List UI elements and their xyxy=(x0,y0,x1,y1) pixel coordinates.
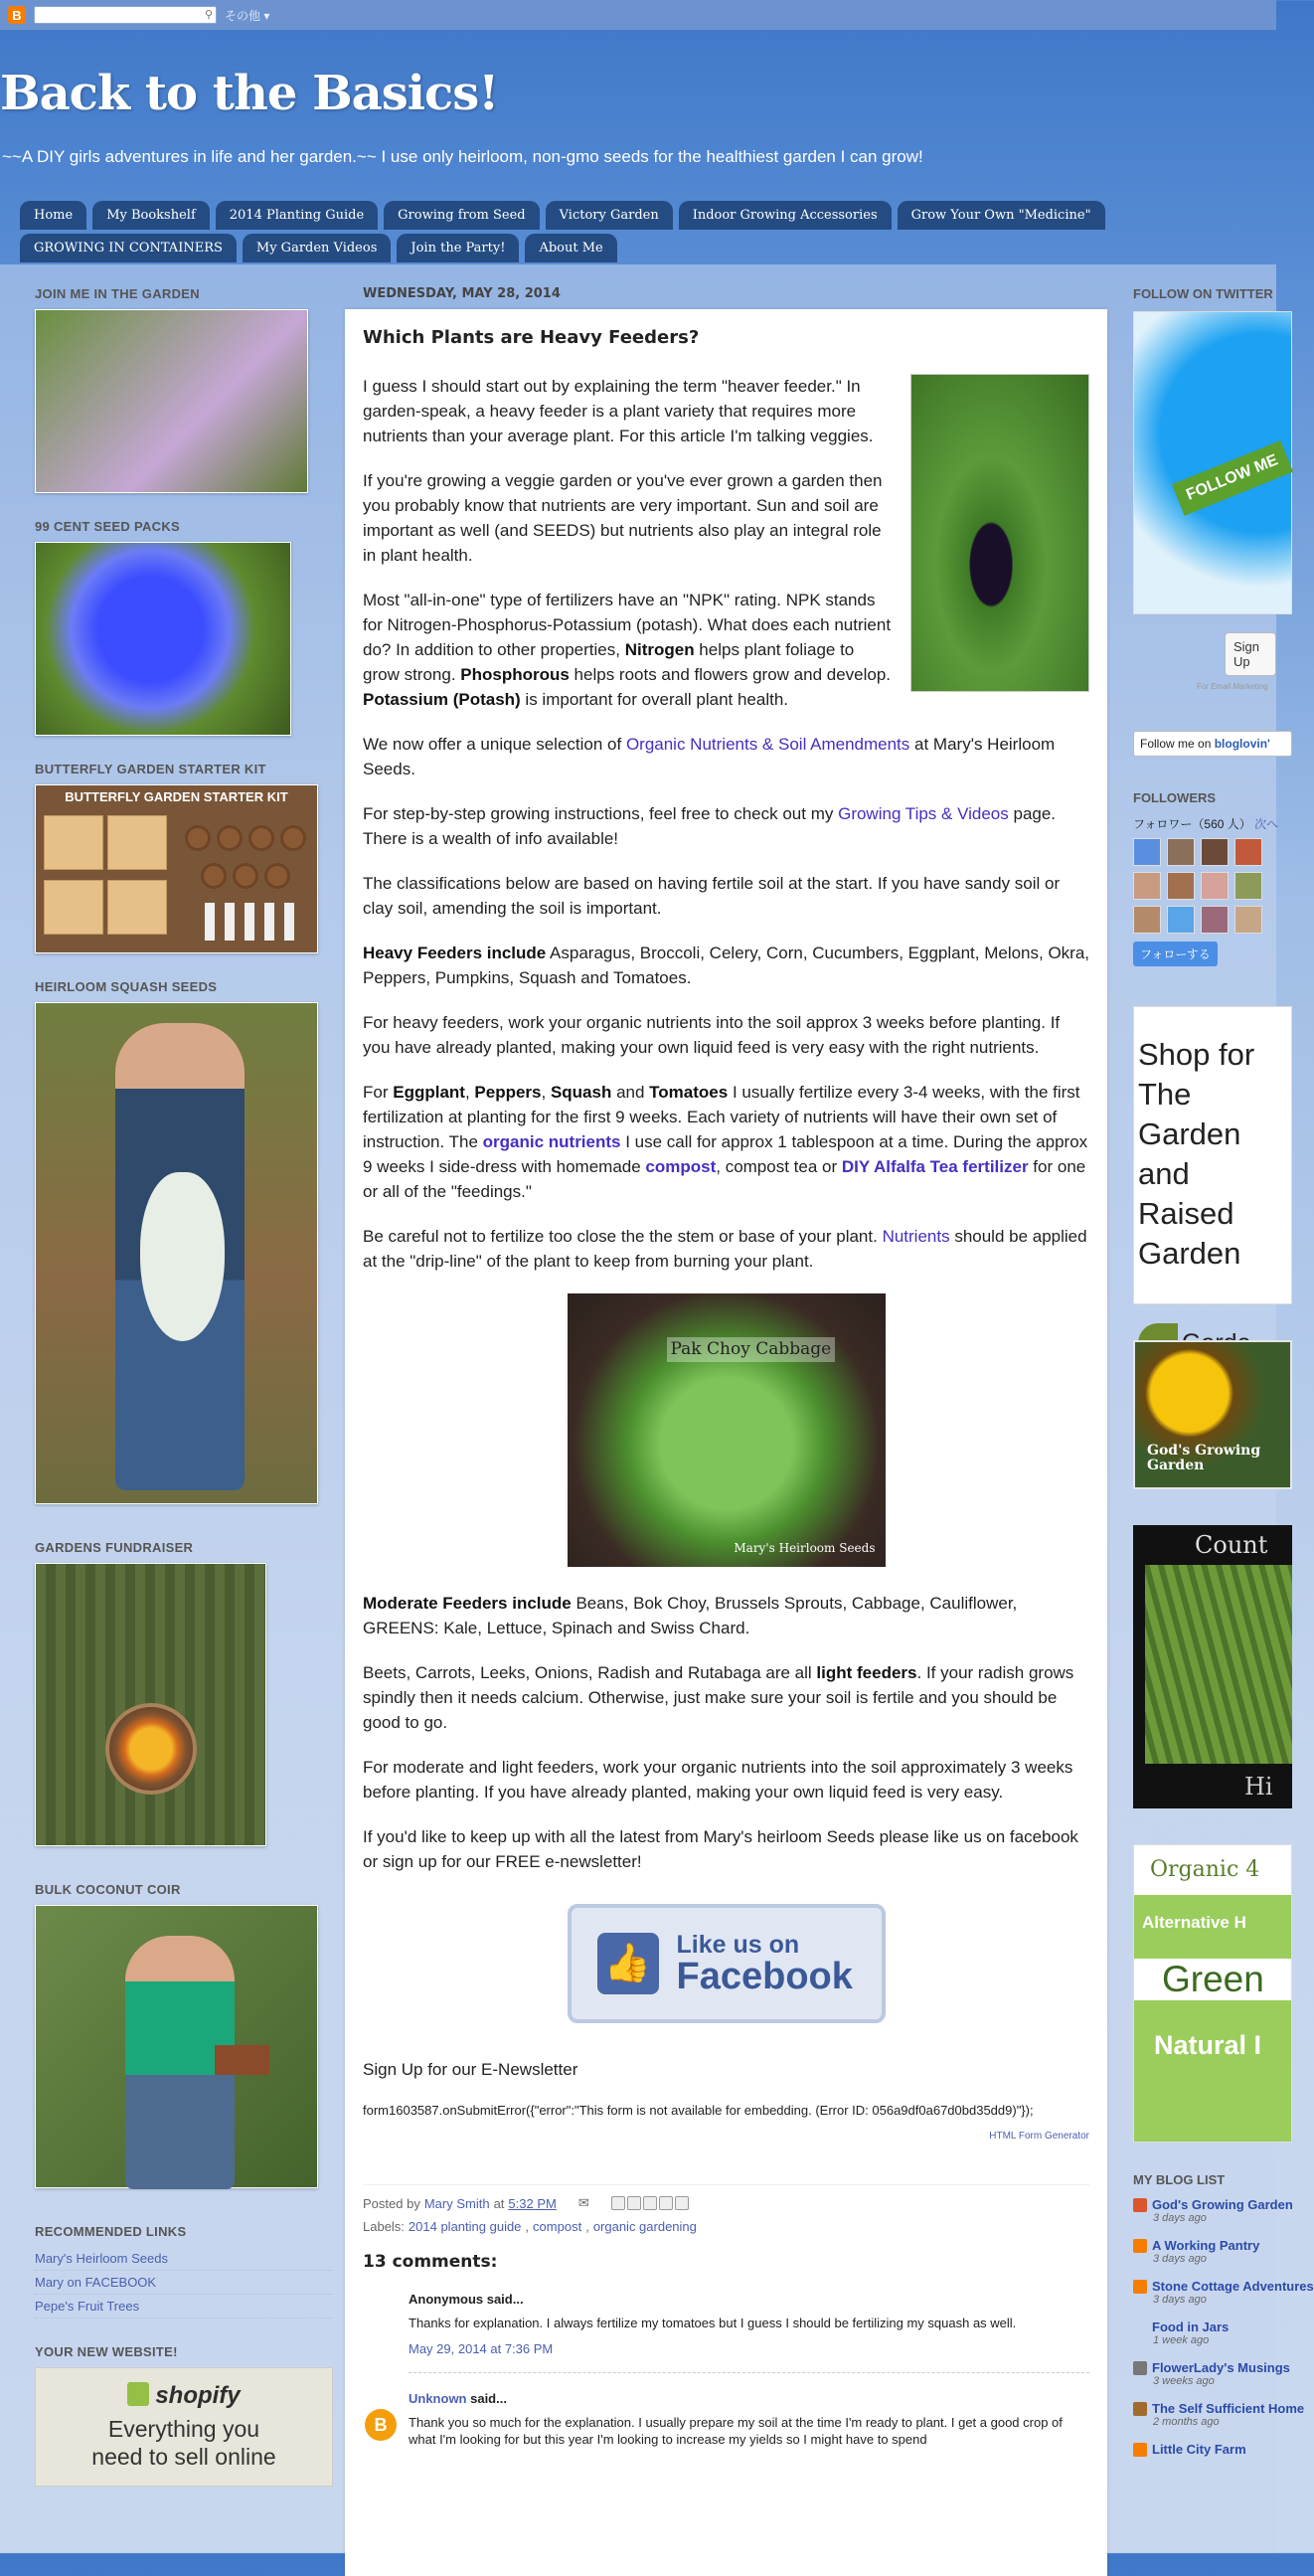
garden-shop-ad[interactable] xyxy=(1133,1006,1292,1304)
bold-peppers: Peppers xyxy=(474,1083,542,1102)
organic-ad[interactable] xyxy=(1133,1844,1292,2143)
widget-recommended-links xyxy=(35,2224,333,2318)
beans-ad[interactable] xyxy=(1133,1525,1292,1808)
peat-disc xyxy=(264,863,290,889)
labels-prefix: Labels: xyxy=(363,2219,405,2234)
follower-avatar[interactable] xyxy=(1167,906,1195,934)
widget-squash-seeds xyxy=(35,979,333,1504)
blog-name[interactable] xyxy=(1133,2279,1314,2294)
plant-marker xyxy=(225,903,235,941)
blog-list-item[interactable] xyxy=(1133,2197,1293,2224)
text-span: helps plant foliage to grow strong. xyxy=(363,640,855,684)
paragraph: I guess I should start out by explaining the term "heaver feeder." In garden-speak, a heavy feeder is a plant variety that requires more nutrients than your average plant. For this article I'm talking veggies. xyxy=(363,377,874,445)
blog-favicon-icon xyxy=(1133,2198,1147,2212)
widget-fundraiser xyxy=(35,1540,333,1846)
bold-heavy-feeders: Heavy Feeders include xyxy=(363,944,547,962)
thumbs-up-icon: 👍 xyxy=(597,1933,659,1994)
blogger-logo-icon[interactable]: B xyxy=(8,6,26,24)
eggplant-photo[interactable] xyxy=(910,374,1089,692)
bold-squash: Squash xyxy=(550,1083,612,1102)
link-compost[interactable]: compost xyxy=(645,1157,717,1176)
blog-date: 3 days ago xyxy=(1153,2253,1207,2265)
label-link[interactable]: 2014 planting guide xyxy=(408,2219,522,2234)
blog-list-item[interactable] xyxy=(1133,2401,1305,2428)
navbar-more-menu[interactable]: その他 ▾ xyxy=(225,8,270,23)
text-span: page. There is a wealth of info available! xyxy=(363,804,1057,848)
paragraph xyxy=(363,1224,1089,1274)
followers-count-text: フォロワー（560 人） xyxy=(1133,817,1251,831)
bold-nitrogen: Nitrogen xyxy=(624,640,695,659)
blog-favicon-icon xyxy=(1133,2361,1147,2375)
follower-avatar[interactable] xyxy=(1234,906,1262,934)
ad-alt-text: Alternative H xyxy=(1142,1913,1246,1932)
shopify-logo-text: shopify xyxy=(155,2382,241,2409)
comment xyxy=(409,2292,1089,2373)
tab-growing-from-seed[interactable]: Growing from Seed xyxy=(384,201,539,230)
right-sidebar xyxy=(1133,286,1314,2553)
text-span: , xyxy=(541,1083,551,1102)
post-byline xyxy=(363,2195,1089,2211)
text-span: For step-by-step growing instructions, feel free to check out my xyxy=(363,804,839,823)
text-span: Asparagus, Broccoli, Celery, Corn, Cucumbers, Eggplant, Melons, Okra, Peppers, Pumpkins, Squash and Tomatoes. xyxy=(363,944,1090,987)
form-generator-link[interactable]: HTML Form Generator xyxy=(989,2131,1089,2142)
ad-natural-text: Natural I xyxy=(1154,2030,1262,2060)
peat-disc xyxy=(280,825,306,851)
ad-headline: Shop for The Garden and Raised Garden xyxy=(1138,1037,1255,1271)
comment xyxy=(374,2391,1089,2464)
navbar-search-input[interactable] xyxy=(34,6,217,24)
blank-favicon-icon xyxy=(1133,2320,1147,2334)
paragraph xyxy=(363,1080,1089,1204)
paragraph: For moderate and light feeders, work your organic nutrients into the soil approximately 3 weeks before planting. If you have already planted, making your own liquid feed is very easy. xyxy=(363,1758,1073,1802)
peat-disc xyxy=(201,863,227,889)
form-error-text: form1603587.onSubmitError({"error":"This form is not available for embedding. (Error ID: 056a9df0a67d0bd35dd9)"}); xyxy=(363,2103,1034,2118)
post-body xyxy=(363,374,1089,2148)
paragraph xyxy=(363,1660,1089,1735)
coir-photo[interactable] xyxy=(35,1905,318,2188)
paragraph xyxy=(363,732,1089,781)
blog-list-item[interactable] xyxy=(1133,2360,1290,2387)
fb-line-1: Like us on xyxy=(676,1930,800,1959)
link-mary-facebook[interactable]: Mary on FACEBOOK xyxy=(35,2271,333,2295)
link-marys-heirloom-seeds[interactable]: Mary's Heirloom Seeds xyxy=(35,2247,333,2271)
share-buttons xyxy=(611,2196,689,2210)
link-nutrients[interactable]: Nutrients xyxy=(882,1227,950,1246)
widget-coconut-coir xyxy=(35,1882,333,2188)
blog-name-text: Little City Farm xyxy=(1152,2442,1246,2457)
peat-disc xyxy=(185,825,211,851)
cornflower-photo[interactable] xyxy=(35,542,291,736)
author-link[interactable]: Mary Smith xyxy=(423,2195,490,2211)
blogger-favicon-icon xyxy=(1133,2239,1147,2253)
plant-marker xyxy=(264,903,274,941)
blogger-favicon-icon xyxy=(1133,2280,1147,2294)
peat-disc xyxy=(217,825,243,851)
email-signup-button[interactable]: Sign Up xyxy=(1225,632,1276,676)
email-post-icon[interactable]: ✉ xyxy=(577,2195,589,2210)
follower-avatar[interactable] xyxy=(1201,872,1229,900)
tab-medicine[interactable]: Grow Your Own "Medicine" xyxy=(898,201,1105,230)
follower-avatar[interactable] xyxy=(1201,838,1229,866)
post-title[interactable]: Which Plants are Heavy Feeders? xyxy=(363,327,700,348)
text-span: We now offer a unique selection of xyxy=(363,735,626,754)
shopify-bag-icon xyxy=(127,2382,149,2406)
follow-button[interactable]: フォローする xyxy=(1133,942,1218,966)
blog-date: 1 week ago xyxy=(1153,2334,1210,2346)
widget-title: FOLLOWERS xyxy=(1133,790,1217,805)
label-link[interactable]: compost xyxy=(533,2219,582,2234)
blog-name[interactable] xyxy=(1133,2238,1276,2253)
tab-containers[interactable]: GROWING IN CONTAINERS xyxy=(20,234,237,262)
paragraph: If you'd like to keep up with all the latest from Mary's heirloom Seeds please like us on facebook or sign up for our FREE e-newsletter! xyxy=(363,1827,1078,1871)
blog-name[interactable] xyxy=(1133,2401,1305,2416)
tab-indoor-growing[interactable]: Indoor Growing Accessories xyxy=(679,201,892,230)
comment-text: Thank you so much for the explanation. I usually prepare my soil at the time I'm ready to plant. I get a good crop of what I'm looking for but this year I'm looking to increase my yields so I might have to spend xyxy=(409,2415,1063,2447)
blog-list-item[interactable] xyxy=(1133,2442,1276,2457)
pak-choy-photo[interactable] xyxy=(568,1293,886,1567)
text-span: for one or all of the "feedings." xyxy=(363,1157,1086,1201)
paragraph: If you're growing a veggie garden or you've ever grown a garden then you probably know that nutrients are very important. Sun and soil are important as well (and SEEDS) but nutrients also play an integral role in plant health. xyxy=(363,471,883,565)
coir-brick xyxy=(215,2045,269,2075)
widget-seed-packs xyxy=(35,519,333,736)
byline-at: at xyxy=(493,2195,505,2211)
tab-home[interactable]: Home xyxy=(20,201,86,230)
shopify-logo xyxy=(36,2382,332,2410)
link-growing-tips[interactable]: Growing Tips & Videos xyxy=(838,804,1009,823)
gods-growing-garden-ad[interactable] xyxy=(1133,1340,1292,1489)
follower-avatar[interactable] xyxy=(1133,906,1161,934)
text-span: Most "all-in-one" type of fertilizers have an "NPK" rating. NPK stands for Nitrogen-Phosphorus-Potassium (potash). What does each nutrient do? In addition to other properties, xyxy=(363,591,892,659)
ad-caption: God's Growing Garden xyxy=(1147,1443,1261,1473)
follower-avatar[interactable] xyxy=(1234,872,1262,900)
comment-date[interactable]: May 29, 2014 at 7:36 PM xyxy=(409,2341,554,2356)
beans-photo xyxy=(1145,1565,1292,1764)
blog-name[interactable] xyxy=(1133,2319,1276,2334)
bold-eggplant: Eggplant xyxy=(393,1083,465,1102)
shopify-tagline-1: Everything you xyxy=(107,2416,260,2442)
blog-date: 3 days ago xyxy=(1153,2294,1207,2306)
blog-name-text: FlowerLady's Musings xyxy=(1152,2360,1290,2375)
paragraph xyxy=(363,941,1089,990)
shopify-ad[interactable] xyxy=(35,2367,333,2487)
tab-planting-guide[interactable]: 2014 Planting Guide xyxy=(216,201,378,230)
text-span: , compost tea or xyxy=(716,1157,842,1176)
main-column xyxy=(345,286,1107,2576)
necklace-photo[interactable] xyxy=(35,1563,266,1846)
butterfly-kit-photo[interactable] xyxy=(35,784,318,953)
widget-title: FOLLOW ON TWITTER xyxy=(1133,286,1273,301)
follower-avatar[interactable] xyxy=(1201,906,1229,934)
photo-caption: Pak Choy Cabbage xyxy=(667,1337,836,1362)
text-span: Beans, Bok Choy, Brussels Sprouts, Cabbage, Cauliflower, GREENS: Kale, Lettuce, Spinach and Swiss Chard. xyxy=(363,1594,1018,1637)
twitter-follow-badge[interactable] xyxy=(1133,311,1292,614)
text-span: helps roots and flowers grow and develop. xyxy=(569,665,892,684)
email-marketing-note: For Email Marketing xyxy=(1197,682,1268,691)
bloglovin-follow-button[interactable] xyxy=(1133,731,1292,757)
text-span: I use call for approx 1 tablespoon at a time. During the approx 9 weeks I side-dress with homemade xyxy=(363,1132,1088,1176)
blogger-navbar xyxy=(0,0,1276,30)
text-span: and xyxy=(611,1083,650,1102)
blog-post xyxy=(345,309,1107,2576)
share-pinterest-icon[interactable] xyxy=(675,2196,689,2210)
text-span: is important for overall plant health. xyxy=(520,690,789,709)
newsletter-signup-heading: Sign Up for our E-Newsletter xyxy=(363,2060,578,2079)
seed-packet xyxy=(44,815,103,870)
blog-list-item[interactable] xyxy=(1133,2279,1314,2306)
widget-new-website xyxy=(35,2344,333,2487)
blog-name[interactable] xyxy=(1133,2360,1290,2375)
link-organic-nutrients-2[interactable]: organic nutrients xyxy=(482,1132,621,1151)
blog-description: ~~A DIY girls adventures in life and her garden.~~ I use only heirloom, non-gmo seeds for the healthiest garden I can grow! xyxy=(2,147,923,166)
widget-title: YOUR NEW WEBSITE! xyxy=(35,2344,178,2359)
blog-name[interactable] xyxy=(1133,2197,1293,2212)
bold-phosphorous: Phosphorous xyxy=(460,665,570,684)
ad-top-text: Count xyxy=(1195,1531,1268,1559)
kit-caption: BUTTERFLY GARDEN STARTER KIT xyxy=(65,789,288,804)
comment-said: said... xyxy=(466,2391,507,2406)
text-span: Be careful not to fertilize too close the the stem or base of your plant. xyxy=(363,1227,883,1246)
bloglovin-label: Follow me on xyxy=(1140,737,1215,751)
post-time-link[interactable]: 5:32 PM xyxy=(508,2195,557,2211)
blog-name-text: Stone Cottage Adventures xyxy=(1152,2279,1314,2294)
peat-disc xyxy=(248,825,274,851)
follower-avatar[interactable] xyxy=(1167,838,1195,866)
followers-count xyxy=(1133,815,1279,832)
paragraph: For heavy feeders, work your organic nutrients into the soil approx 3 weeks before planting. If you have already planted, making your own liquid feed is very easy with the right nutrients. xyxy=(363,1013,1061,1057)
blog-title[interactable]: Back to the Basics! xyxy=(0,66,499,121)
widget-title: BUTTERFLY GARDEN STARTER KIT xyxy=(35,762,266,776)
link-alfalfa-tea[interactable]: DIY Alfalfa Tea fertilizer xyxy=(841,1157,1029,1176)
bold-tomatoes: Tomatoes xyxy=(649,1083,729,1102)
followers-next-link[interactable]: 次へ xyxy=(1254,817,1279,831)
blog-name-text: Food in Jars xyxy=(1152,2319,1230,2334)
search-icon[interactable]: ⚲ xyxy=(204,9,213,21)
text-span: . If your radish grows spindly then it needs calcium. Otherwise, just make sure your soil is fertile and you should be good to go. xyxy=(363,1663,1074,1732)
follower-avatar[interactable] xyxy=(1234,838,1262,866)
blog-date: 3 days ago xyxy=(1153,2212,1207,2224)
text-span: Beets, Carrots, Leeks, Onions, Radish and Rutabaga are all xyxy=(363,1663,817,1682)
blog-date: 3 weeks ago xyxy=(1153,2375,1215,2387)
blog-list-item[interactable] xyxy=(1133,2319,1276,2346)
widget-title: BULK COCONUT COIR xyxy=(35,1882,181,1897)
page-tabs xyxy=(20,201,1276,262)
paragraph: The classifications below are based on having fertile soil at the start. If you have sandy soil or clay soil, amending the soil is important. xyxy=(363,874,1061,918)
tab-join-party[interactable]: Join the Party! xyxy=(397,234,519,262)
ad-bottom-text: Hi xyxy=(1244,1773,1273,1801)
share-twitter-icon[interactable] xyxy=(643,2196,657,2210)
share-email-icon[interactable] xyxy=(611,2196,625,2210)
comment-author-link[interactable]: Unknown xyxy=(409,2391,467,2406)
bold-light-feeders: light feeders xyxy=(816,1663,917,1682)
facebook-label xyxy=(676,1930,853,1997)
link-pepes-fruit-trees[interactable]: Pepe's Fruit Trees xyxy=(35,2295,333,2318)
comments-header: 13 comments: xyxy=(363,2252,498,2272)
blogger-avatar-icon[interactable]: B xyxy=(365,2409,397,2441)
shopify-tagline xyxy=(36,2416,332,2471)
garden-photo[interactable] xyxy=(35,309,308,493)
bloglovin-brand: bloglovin' xyxy=(1214,737,1270,751)
post-footer xyxy=(363,2184,1089,2234)
text-span: I usually fertilize every 3-4 weeks, with the first fertilization at planting for the first 9 weeks. Each variety of nutrients will have their own set of instruction. The xyxy=(363,1083,1080,1151)
left-sidebar xyxy=(35,286,333,2512)
paragraph xyxy=(363,801,1089,851)
tab-about-me[interactable]: About Me xyxy=(525,234,616,262)
widget-title: GARDENS FUNDRAISER xyxy=(35,1540,194,1555)
follower-avatar[interactable] xyxy=(1133,838,1161,866)
bold-moderate-feeders: Moderate Feeders include xyxy=(363,1594,572,1613)
shopify-tagline-2: need to sell online xyxy=(91,2443,276,2470)
widget-butterfly-kit xyxy=(35,762,333,953)
widget-title: JOIN ME IN THE GARDEN xyxy=(35,286,200,301)
widget-join-garden xyxy=(35,286,333,493)
peat-disc xyxy=(233,863,258,889)
ad-top-text: Organic 4 xyxy=(1134,1845,1291,1895)
paragraph xyxy=(363,1591,1089,1640)
squash-figure xyxy=(140,1172,225,1341)
fb-line-2: Facebook xyxy=(676,1955,853,1997)
seed-packet xyxy=(107,815,167,870)
blog-name-text: God's Growing Garden xyxy=(1152,2197,1293,2212)
ad-green-text: Green xyxy=(1134,1959,1291,2000)
twitter-sign: FOLLOW ME xyxy=(1172,440,1293,516)
blog-favicon-icon xyxy=(1133,2402,1147,2416)
plant-marker xyxy=(284,903,294,941)
comment-author: Anonymous said... xyxy=(409,2292,524,2307)
facebook-like-button[interactable] xyxy=(568,1904,886,2023)
photo-watermark: Mary's Heirloom Seeds xyxy=(734,1541,876,1555)
blog-name-text: The Self Sufficient Home xyxy=(1152,2401,1305,2416)
share-blog-icon[interactable] xyxy=(627,2196,641,2210)
tab-garden-videos[interactable]: My Garden Videos xyxy=(243,234,392,262)
post-labels: Labels: 2014 planting guide , compost , organic gardening xyxy=(363,2219,697,2234)
blog-list-item[interactable] xyxy=(1133,2238,1276,2265)
text-span: should be applied at the "drip-line" of the plant to keep from burning your plant. xyxy=(363,1227,1087,1271)
followers-grid xyxy=(1133,838,1276,934)
seed-packet xyxy=(44,880,103,935)
widget-title: MY BLOG LIST xyxy=(1133,2172,1226,2187)
text-span: , xyxy=(464,1083,475,1102)
follower-avatar[interactable] xyxy=(1133,872,1161,900)
comment-text: Thanks for explanation. I always fertilize my tomatoes but I guess I should be fertilizing my squash as well. xyxy=(409,2316,1017,2330)
plant-marker xyxy=(205,903,215,941)
follower-avatar[interactable] xyxy=(1167,872,1195,900)
blog-date: 2 months ago xyxy=(1153,2416,1220,2428)
blog-name-text: A Working Pantry xyxy=(1152,2238,1260,2253)
label-link[interactable]: organic gardening xyxy=(592,2219,697,2234)
link-organic-nutrients[interactable]: Organic Nutrients & Soil Amendments xyxy=(625,735,910,754)
blog-name[interactable] xyxy=(1133,2442,1276,2457)
seed-packet xyxy=(107,880,167,935)
widget-title: RECOMMENDED LINKS xyxy=(35,2224,187,2239)
bold-potassium: Potassium (Potash) xyxy=(363,690,521,709)
widget-title: 99 CENT SEED PACKS xyxy=(35,519,181,534)
post-date: WEDNESDAY, MAY 28, 2014 xyxy=(363,286,561,301)
share-facebook-icon[interactable] xyxy=(659,2196,673,2210)
widget-title: HEIRLOOM SQUASH SEEDS xyxy=(35,979,218,994)
byline-label: Posted by xyxy=(363,2195,420,2211)
text-span: at Mary's Heirloom Seeds. xyxy=(363,735,1056,778)
tab-victory-garden[interactable]: Victory Garden xyxy=(546,201,673,230)
comment-author xyxy=(409,2391,1089,2406)
text-span: For xyxy=(363,1083,394,1102)
sunflower-pendant xyxy=(105,1703,197,1795)
squash-photo[interactable] xyxy=(35,1002,318,1504)
tab-my-bookshelf[interactable]: My Bookshelf xyxy=(92,201,210,230)
plant-marker xyxy=(245,903,254,941)
blogger-favicon-icon xyxy=(1133,2443,1147,2457)
